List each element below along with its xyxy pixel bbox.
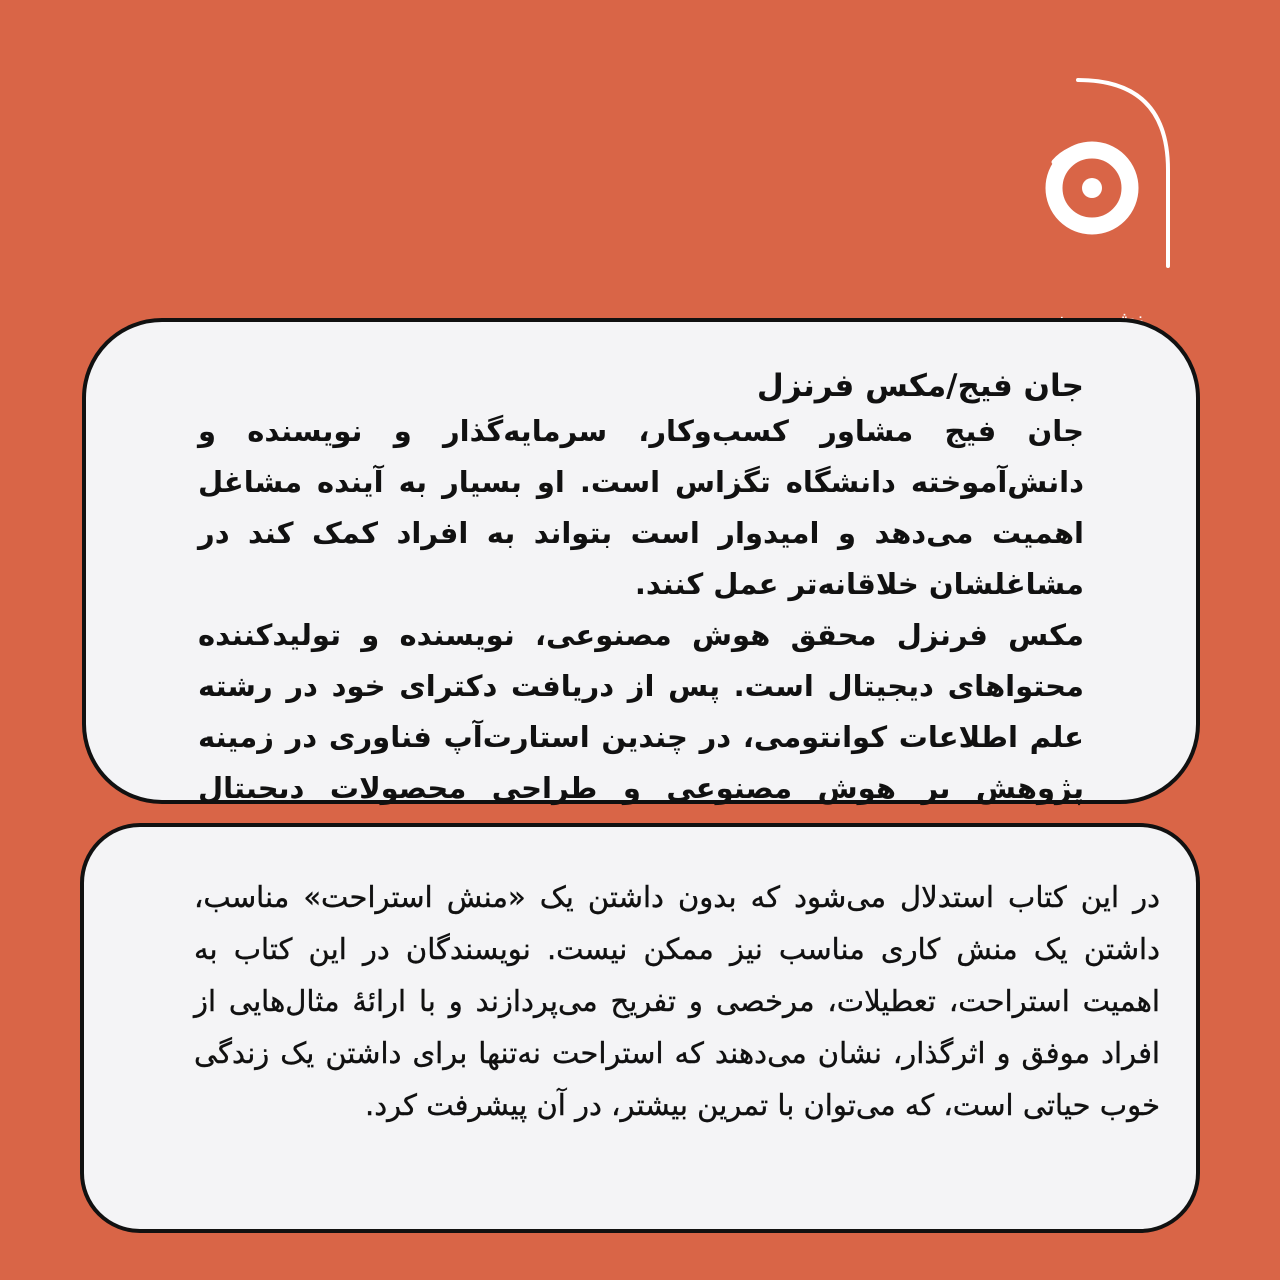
- author-2-bio: مکس فرنزل محقق هوش مصنوعی، نویسنده و تولیدکننده محتواهای دیجیتال است. پس از دریافت دکترای خود در رشته علم اطلاعات کوانتومی، در چندین استارت‌آپ فناوری در زمینه پژوهش بر هوش مصنوعی و طراحی محصولات دیجیتال: [198, 618, 1084, 805]
- author-1-bio: جان فیج مشاور کسب‌وکار، سرمایه‌گذار و نویسنده و دانش‌آموخته دانشگاه تگزاس است. او بسیار به آینده مشاغل اهمیت می‌دهد و امیدوار است بتواند به افراد کمک کند در مشاغلشان خلاقانه‌تر عمل کنند.: [198, 414, 1084, 601]
- book-summary-card: [80, 823, 1200, 1233]
- brand-logo: [1030, 70, 1180, 280]
- authors-card: [82, 318, 1200, 804]
- book-summary-text: در این کتاب استدلال می‌شود که بدون داشتن یک «منش استراحت» مناسب، داشتن یک منش کاری مناسب نیز ممکن نیست. نویسندگان در این کتاب به اهمیت استراحت، تعطیلات، مرخصی و تفریح می‌پردازند و با ارائهٔ مثال‌هایی از افراد موفق و اثرگذار، نشان می‌دهند که استراحت نه‌تنها برای داشتن یک زندگی خوب حیاتی است، که می‌توان با تمرین بیشتر، در آن پیشرفت کرد.: [194, 880, 1160, 1122]
- authors-title: جان فیج/مکس فرنزل: [756, 368, 1084, 404]
- circle-spiral-logo-icon: [1030, 70, 1180, 280]
